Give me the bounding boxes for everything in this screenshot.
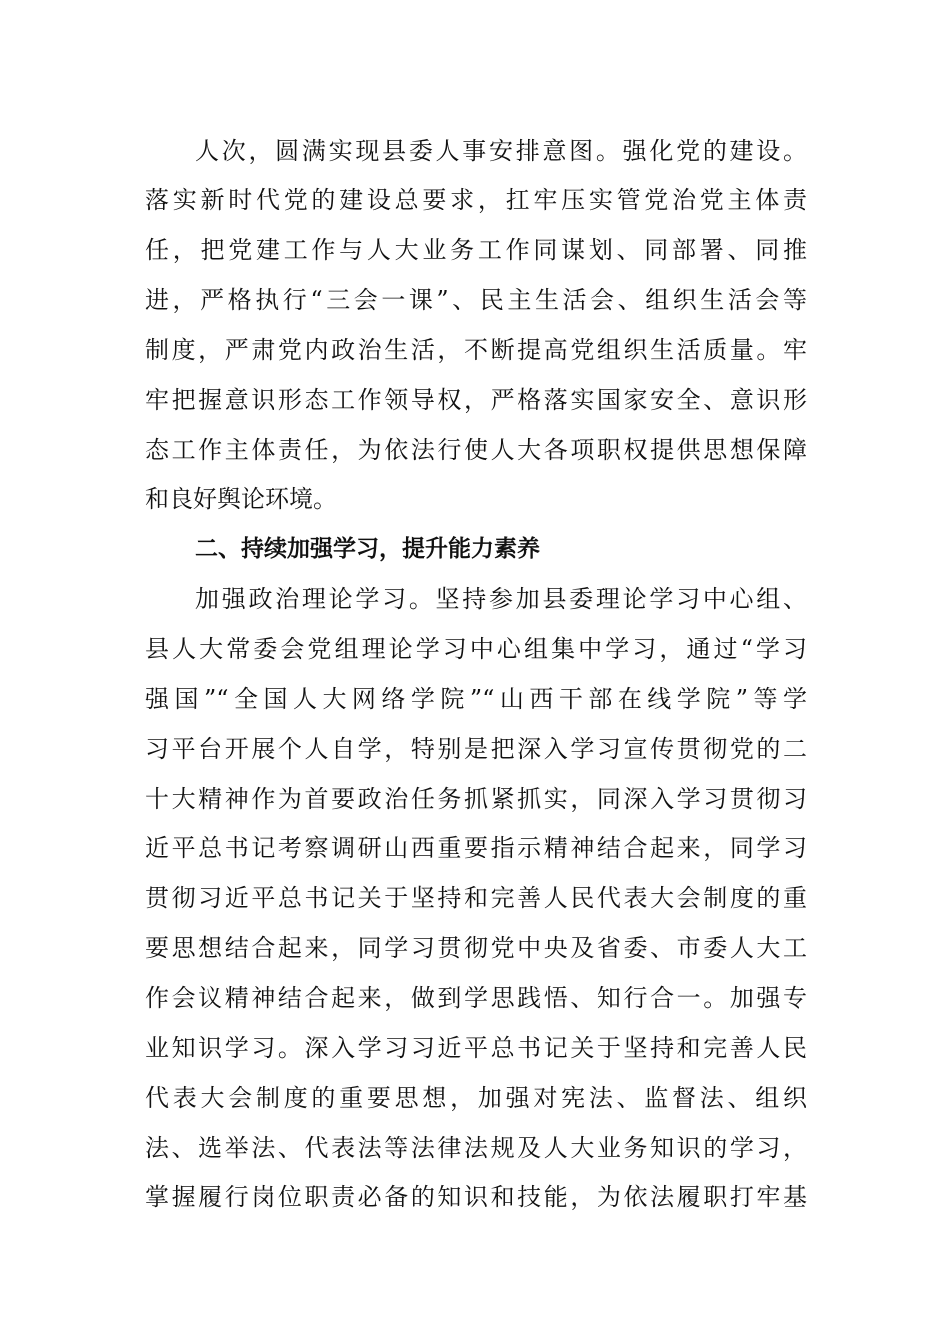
paragraph-2-line-4: 习平台开展个人自学，特别是把深入学习宣传贯彻党的二 bbox=[145, 735, 807, 763]
paragraph-2-line-9: 作会议精神结合起来，做到学思践悟、知行合一。加强专 bbox=[145, 984, 807, 1012]
paragraph-1-line-4: 进，严格执行“三会一课”、民主生活会、组织生活会等 bbox=[145, 286, 807, 314]
paragraph-2-line-10: 业知识学习。深入学习习近平总书记关于坚持和完善人民 bbox=[145, 1034, 807, 1062]
paragraph-1-line-7: 态工作主体责任，为依法行使人大各项职权提供思想保障 bbox=[145, 436, 807, 464]
paragraph-2-line-5: 十大精神作为首要政治任务抓紧抓实，同深入学习贯彻习 bbox=[145, 785, 807, 813]
paragraph-1-line-6: 牢把握意识形态工作领导权，严格落实国家安全、意识形 bbox=[145, 386, 807, 414]
paragraph-1-line-1: 人次，圆满实现县委人事安排意图。强化党的建设。 bbox=[195, 137, 807, 165]
paragraph-1-line-5: 制度，严肃党内政治生活，不断提高党组织生活质量。牢 bbox=[145, 336, 807, 364]
paragraph-2-line-1: 加强政治理论学习。坚持参加县委理论学习中心组、 bbox=[195, 585, 807, 613]
paragraph-2-line-3: 强国”“全国人大网络学院”“山西干部在线学院”等学 bbox=[145, 685, 807, 713]
paragraph-2-line-8: 要思想结合起来，同学习贯彻党中央及省委、市委人大工 bbox=[145, 934, 807, 962]
paragraph-1-line-2: 落实新时代党的建设总要求，扛牢压实管党治党主体责 bbox=[145, 186, 807, 214]
paragraph-2-line-11: 代表大会制度的重要思想，加强对宪法、监督法、组织 bbox=[145, 1084, 807, 1112]
paragraph-2-line-13: 掌握履行岗位职责必备的知识和技能，为依法履职打牢基 bbox=[145, 1183, 807, 1211]
paragraph-1-line-3: 任，把党建工作与人大业务工作同谋划、同部署、同推 bbox=[145, 236, 807, 264]
paragraph-1-line-8: 和良好舆论环境。 bbox=[145, 485, 337, 513]
paragraph-2-line-7: 贯彻习近平总书记关于坚持和完善人民代表大会制度的重 bbox=[145, 884, 807, 912]
paragraph-2-line-2: 县人大常委会党组理论学习中心组集中学习，通过“学习 bbox=[145, 635, 807, 663]
paragraph-2-line-12: 法、选举法、代表法等法律法规及人大业务知识的学习， bbox=[145, 1134, 807, 1162]
paragraph-2-line-6: 近平总书记考察调研山西重要指示精神结合起来，同学习 bbox=[145, 834, 807, 862]
section-heading: 二、持续加强学习，提升能力素养 bbox=[195, 536, 540, 562]
